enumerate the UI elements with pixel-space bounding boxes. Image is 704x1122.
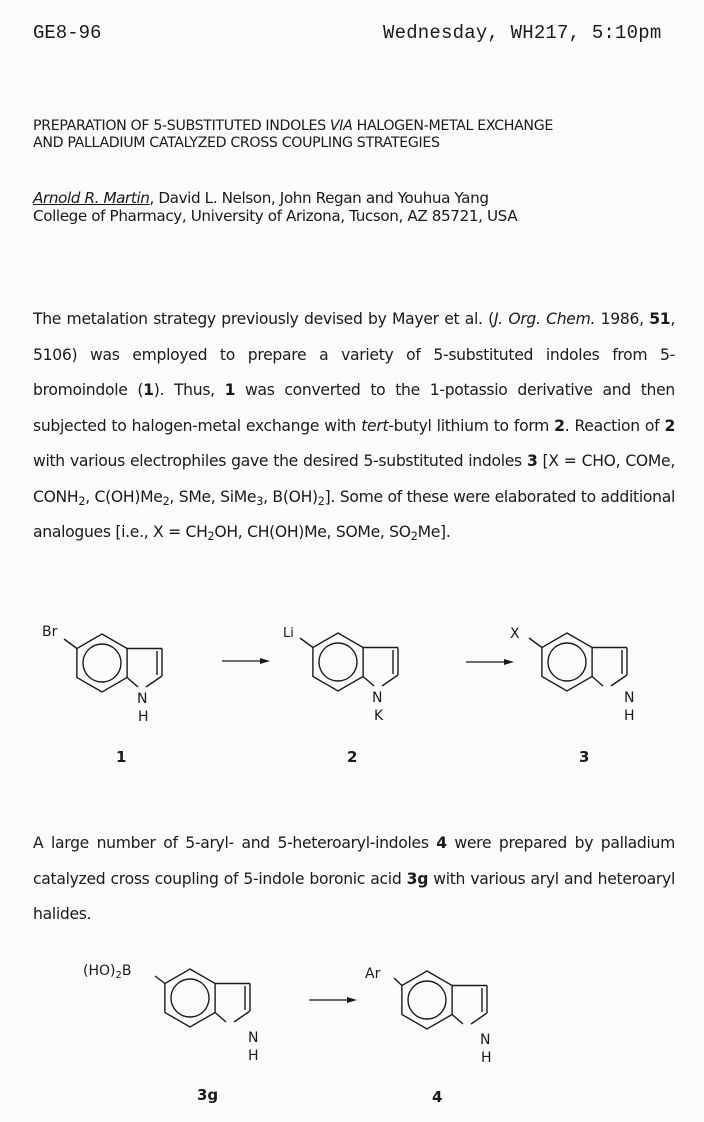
subscript: 2 xyxy=(207,529,215,543)
text: were prepared by palladium catalyzed cross coupling of 5-indole boronic acid xyxy=(33,834,676,888)
co-authors: , David L. Nelson, John Regan and Youhua Yang xyxy=(149,189,489,207)
compound-number: 3 xyxy=(579,748,590,766)
text: , 5106) was employed to prepare a variety of 5-substituted indoles from 5-bromoindole ( xyxy=(33,310,675,399)
compound-ref: 1 xyxy=(143,381,154,399)
n-substituent-label: K xyxy=(374,708,384,724)
n-atom-label: N xyxy=(248,1030,259,1046)
substituent-label: Br xyxy=(42,624,58,640)
scheme-2 xyxy=(83,963,492,1106)
text: -butyl lithium to form xyxy=(388,416,555,435)
compound-number: 3g xyxy=(197,1086,219,1104)
compound-number: 2 xyxy=(347,748,358,766)
text: ). Thus, xyxy=(153,381,225,399)
substituent-label: Li xyxy=(283,626,294,641)
n-atom-label: N xyxy=(137,691,148,707)
structure-compound-4 xyxy=(365,966,492,1066)
text: 1986, xyxy=(595,310,650,328)
compound-ref: 1 xyxy=(224,381,236,399)
journal-volume: 51 xyxy=(649,310,671,328)
session-info: Wednesday, WH217, 5:10pm xyxy=(383,22,662,44)
text: [X = CHO, COMe, CONH xyxy=(33,452,675,506)
compound-ref: 2 xyxy=(664,416,676,435)
compound-ref: 2 xyxy=(554,416,565,435)
text: OH, CH(OH)Me, SOMe, SO xyxy=(214,523,411,541)
substituent-label: $(HO)_2B$ xyxy=(83,963,132,981)
compound-ref: 4 xyxy=(436,834,447,852)
scheme-1 xyxy=(42,624,635,766)
n-atom-label: N xyxy=(480,1032,491,1048)
title-via: VIA xyxy=(329,118,353,134)
text: Me]. xyxy=(417,523,451,541)
n-substituent-label: H xyxy=(481,1050,492,1066)
reaction-arrow xyxy=(309,997,357,1003)
subscript: 2 xyxy=(410,529,418,543)
substituent-label: X xyxy=(510,626,520,642)
affiliation: College of Pharmacy, University of Arizona, Tucson, AZ 85721, USA xyxy=(33,207,518,225)
title-line1-post: HALOGEN-METAL EXCHANGE xyxy=(352,118,553,134)
compound-ref: 3g xyxy=(406,869,429,888)
text: . Reaction of xyxy=(564,416,665,435)
structure-compound-3g xyxy=(83,963,259,1064)
n-substituent-label: H xyxy=(624,708,635,724)
text: The metalation strategy previously devised by Mayer et al. ( xyxy=(33,310,494,328)
text: A large number of 5-aryl- and 5-heteroaryl-indoles xyxy=(33,834,437,852)
text: ]. Some of these were elaborated to additional analogues [i.e., X = CH xyxy=(33,487,675,541)
subscript: 2 xyxy=(78,494,86,508)
compound-number: 1 xyxy=(116,748,127,766)
text: with various electrophiles gave the desired 5-substituted indoles xyxy=(33,452,527,470)
reaction-arrow xyxy=(222,658,270,664)
n-substituent-label: H xyxy=(248,1048,259,1064)
text-italic: tert xyxy=(361,416,389,435)
reaction-arrow xyxy=(466,659,514,665)
structure-compound-2 xyxy=(283,626,398,724)
title-line2: AND PALLADIUM CATALYZED CROSS COUPLING STRATEGIES xyxy=(33,135,440,151)
substituent-label: Ar xyxy=(365,966,381,982)
journal-name: J. Org. Chem. xyxy=(493,310,596,328)
structure-compound-3 xyxy=(510,626,635,724)
compound-ref: 3 xyxy=(526,452,538,470)
subscript: 2 xyxy=(317,494,325,508)
presenting-author: Arnold R. Martin xyxy=(33,189,150,207)
compound-number: 4 xyxy=(432,1088,443,1106)
subscript: 3 xyxy=(256,494,264,508)
text: was converted to the 1-potassio derivative and then subjected to halogen-metal exchange with xyxy=(33,381,675,435)
n-substituent-label: H xyxy=(138,709,149,725)
text: with various aryl and heteroaryl halides. xyxy=(33,869,675,923)
subscript: 2 xyxy=(162,494,170,508)
abstract-code: GE8-96 xyxy=(33,22,102,44)
title-line1-pre: PREPARATION OF 5-SUBSTITUTED INDOLES xyxy=(33,118,330,134)
n-atom-label: N xyxy=(372,690,383,706)
structure-compound-1 xyxy=(42,624,162,725)
text: , SMe, SiMe xyxy=(169,487,257,506)
n-atom-label: N xyxy=(624,690,635,706)
text: , B(OH) xyxy=(263,487,318,506)
text: , C(OH)Me xyxy=(85,487,163,506)
